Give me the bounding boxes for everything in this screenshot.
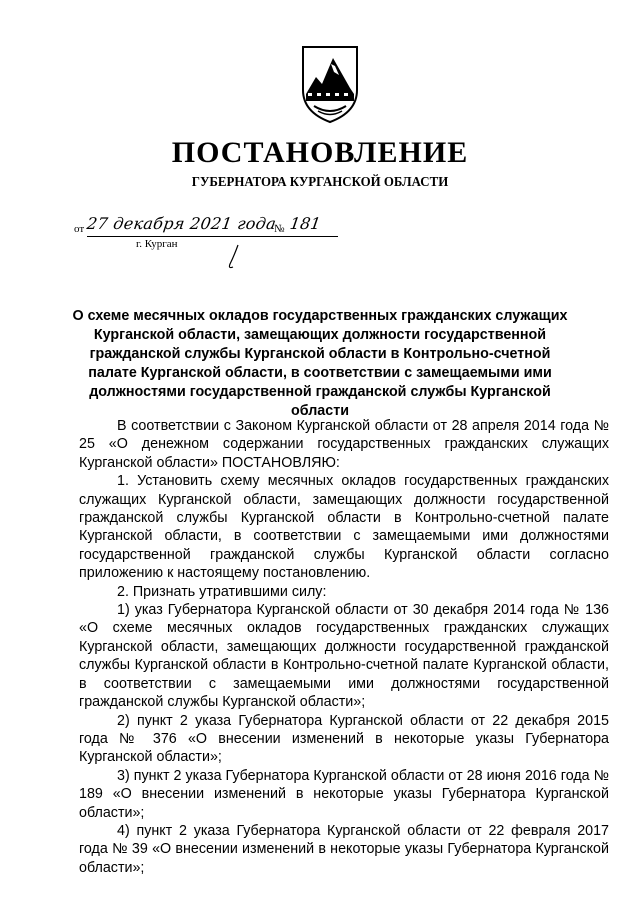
document-meta bbox=[74, 214, 374, 264]
date-prefix-label: от bbox=[74, 223, 85, 235]
number-label: № bbox=[274, 223, 285, 235]
paragraph-item-2: 2. Признать утратившими силу: bbox=[117, 583, 327, 600]
paragraph-subitem-4: 4) пункт 2 указа Губернатора Курганской области от 22 февраля 2017 года № 39 «О внесении изменений в некоторые указы Губернатора Курганской области»; bbox=[79, 822, 609, 876]
handwritten-stroke-mark bbox=[224, 244, 244, 270]
paragraph-subitem-2: 2) пункт 2 указа Губернатора Курганской области от 22 декабря 2015 года № 376 «О внесении изменений в некоторые указы Губернатора Курганской области»; bbox=[79, 712, 609, 766]
date-underline bbox=[87, 236, 300, 237]
number-underline bbox=[285, 236, 338, 237]
coat-of-arms-emblem bbox=[300, 44, 360, 124]
paragraph-subitem-1: 1) указ Губернатора Курганской области от 30 декабря 2014 года № 136 «О схеме месячных окладов государственных гражданских служащих Курганской области, замещающих должности государственной гражданской службы Курганской области в Контрольно-счетной палате Курганской области, в соответствии с замещаемыми ими должностями государственной гражданской службы Курганской области»; bbox=[79, 602, 609, 711]
paragraph-subitem-3: 3) пункт 2 указа Губернатора Курганской области от 28 июня 2016 года № 189 «О внесении изменений в некоторые указы Губернатора Курганской области»; bbox=[79, 767, 609, 821]
city-label: г. Курган bbox=[136, 238, 178, 250]
paragraph-preamble: В соответствии с Законом Курганской области от 28 апреля 2014 года № 25 «О денежном содержании государственных гражданских служащих Курганской области» ПОСТАНОВЛЯЮ: bbox=[79, 418, 609, 471]
handwritten-number: 181 bbox=[288, 214, 322, 233]
paragraph-item-1: 1. Установить схему месячных окладов государственных гражданских служащих Курганской области, замещающих должности государственной гражданской службы Курганской области в Контрольно-счетной палате Курганской области, в соответствии с замещаемыми ими должностями государственной гражданской службы Курганской области согласно приложению к настоящему постановлению. bbox=[79, 473, 609, 582]
document-title: О схеме месячных окладов государственных гражданских служащих Курганской области, замещающих должности государственной гражданской службы Курганской области в Контрольно-счетной палате Курганской области, в соответствии с замещаемыми ими должностями государственной гражданской службы Курганской области bbox=[72, 308, 568, 419]
document-type-heading: ПОСТАНОВЛЕНИЕ bbox=[171, 136, 469, 169]
issuer-subheading: ГУБЕРНАТОРА КУРГАНСКОЙ ОБЛАСТИ bbox=[191, 175, 449, 190]
document-body bbox=[79, 417, 609, 877]
handwritten-date: 27 декабря 2021 года bbox=[85, 214, 278, 233]
